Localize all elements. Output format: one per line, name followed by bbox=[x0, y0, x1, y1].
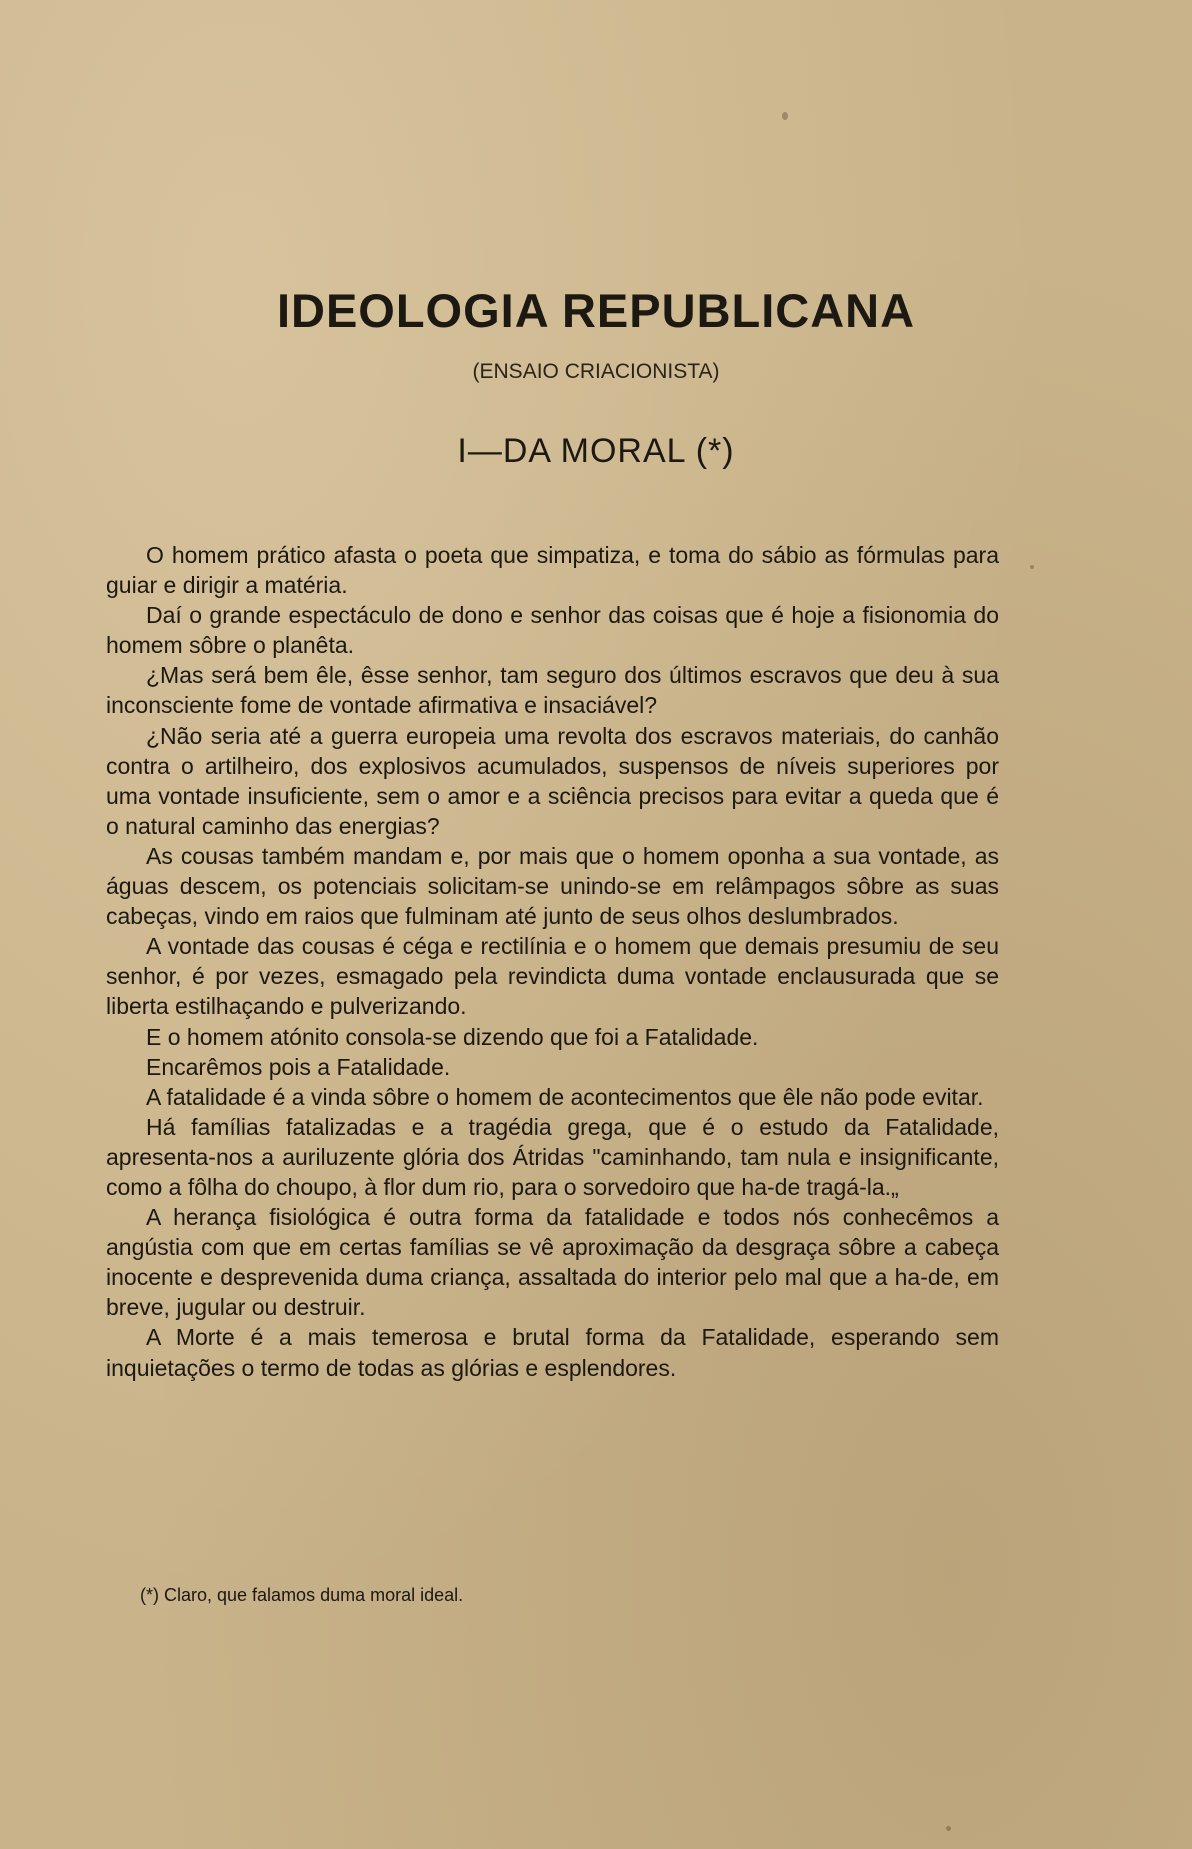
ink-spot bbox=[782, 112, 788, 120]
page-title: IDEOLOGIA REPUBLICANA bbox=[276, 284, 916, 337]
paragraph: Encarêmos pois a Fatalidade. bbox=[146, 1053, 451, 1080]
paragraph: ¿Mas será bem êle, êsse senhor, tam seguro dos últimos escravos que deu à sua inconsciente fome de vontade afirmativa e insaciável? bbox=[106, 662, 999, 719]
footnote: (*) Claro, que falamos duma moral ideal. bbox=[140, 1585, 464, 1605]
section-heading: I—DA MORAL (*) bbox=[457, 432, 735, 470]
paragraph: E o homem atónito consola-se dizendo que foi a Fatalidade. bbox=[146, 1023, 759, 1050]
paragraph: A herança fisiológica é outra forma da fatalidade e todos nós conhecêmos a angústia com que em certas famílias se vê aproximação da desgraça sôbre a cabeça inocente e desprevenida duma criança, assaltada do interior pelo mal que a ha-de, em breve, jugular ou destruir. bbox=[106, 1204, 999, 1321]
paragraph: A fatalidade é a vinda sôbre o homem de acontecimentos que êle não pode evitar. bbox=[146, 1083, 984, 1110]
ink-spot bbox=[946, 1826, 951, 1831]
paragraph: O homem prático afasta o poeta que simpatiza, e toma do sábio as fórmulas para guiar e dirigir a matéria. bbox=[106, 542, 999, 599]
paragraph: A Morte é a mais temerosa e brutal forma da Fatalidade, esperando sem inquietações o termo de todas as glórias e esplendores. bbox=[106, 1324, 999, 1381]
page-subtitle: (ENSAIO CRIACIONISTA) bbox=[472, 360, 720, 383]
body-text bbox=[106, 540, 999, 1383]
ink-spot bbox=[1030, 565, 1034, 569]
paragraph: As cousas também mandam e, por mais que o homem oponha a sua vontade, as águas descem, os potenciais solicitam-se unindo-se em relâmpagos sôbre as suas cabeças, vindo em raios que fulminam até junto de seus olhos deslumbrados. bbox=[106, 842, 999, 930]
paragraph: A vontade das cousas é céga e rectilínia e o homem que demais presumiu de seu senhor, é por vezes, esmagado pela revindicta duma vontade enclausurada que se liberta estilhaçando e pulverizando. bbox=[106, 933, 999, 1020]
paragraph: Daí o grande espectáculo de dono e senhor das coisas que é hoje a fisionomia do homem sôbre o planêta. bbox=[106, 602, 999, 659]
paragraph: ¿Não seria até a guerra europeia uma revolta dos escravos materiais, do canhão contra o artilheiro, dos explosivos acumulados, suspensos de níveis superiores por uma vontade insuficiente, sem o amor e a sciência precisos para evitar a queda que é o natural caminho das energias? bbox=[106, 722, 999, 839]
paragraph: Há famílias fatalizadas e a tragédia grega, que é o estudo da Fatalidade, apresenta-nos a auriluzente glória dos Átridas "caminhando, tam nula e insignificante, como a fôlha do choupo, à flor dum rio, para o sorvedoiro que ha-de tragá-la.„ bbox=[106, 1113, 999, 1200]
